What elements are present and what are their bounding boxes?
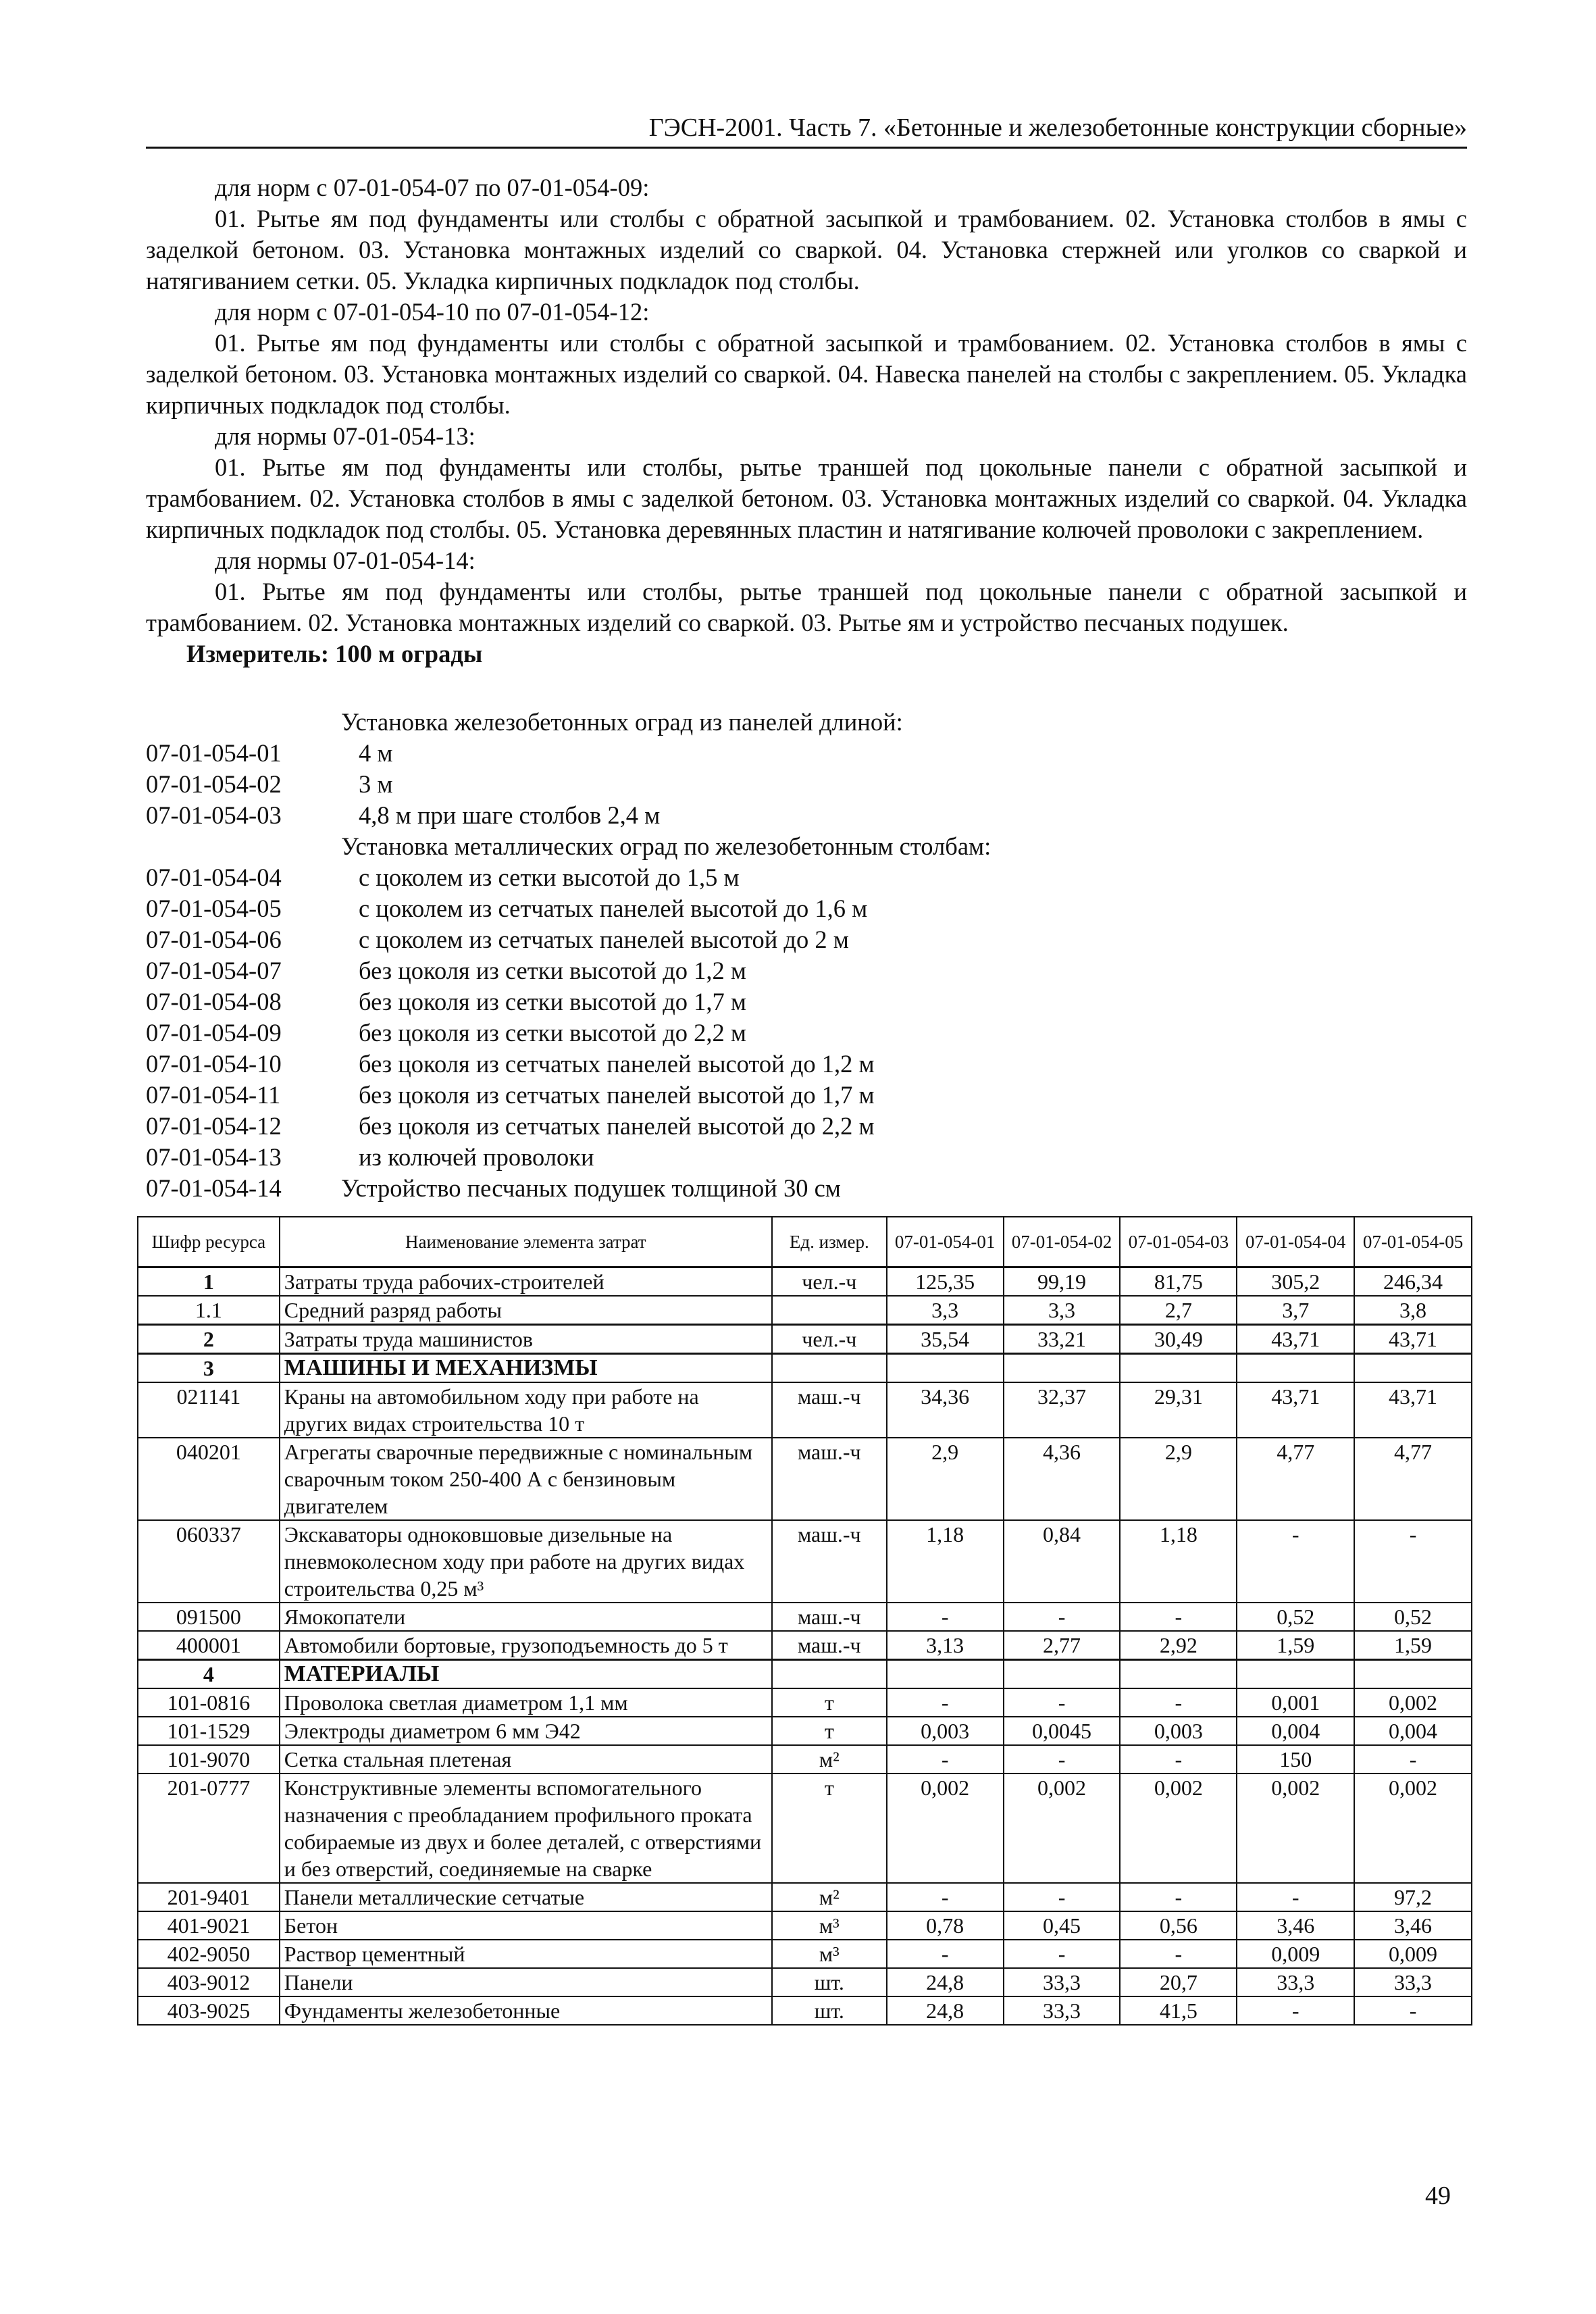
page-number: 49 xyxy=(1425,2182,1451,2210)
cost-element-name: Проволока светлая диаметром 1,1 мм xyxy=(280,1688,772,1717)
paragraph: для норм с 07-01-054-10 по 07-01-054-12: xyxy=(215,298,650,326)
norm-description: без цоколя из сетки высотой до 1,7 м xyxy=(359,988,747,1015)
body-text xyxy=(146,172,1467,670)
cost-element-name: Раствор цементный xyxy=(280,1940,772,1968)
value-cell: 0,52 xyxy=(1354,1603,1472,1631)
cost-element-name: Автомобили бортовые, грузоподъемность до 5 т xyxy=(280,1631,772,1660)
code-list-item xyxy=(146,1049,1467,1080)
paragraph: для нормы 07-01-054-13: xyxy=(215,422,475,450)
cost-element-name: Сетка стальная плетеная xyxy=(280,1745,772,1774)
value-cell: 3,3 xyxy=(887,1296,1004,1325)
value-cell: 1,18 xyxy=(1120,1520,1237,1603)
unit-cell: т xyxy=(772,1774,887,1883)
unit-cell: маш.-ч xyxy=(772,1631,887,1660)
value-cell: 0,84 xyxy=(1004,1520,1121,1603)
norm-description: 4,8 м при шаге столбов 2,4 м xyxy=(359,801,661,829)
norm-description: 4 м xyxy=(359,739,393,767)
code-list-item xyxy=(146,1111,1467,1142)
unit-cell: шт. xyxy=(772,1996,887,2025)
cost-element-name: Панели xyxy=(280,1968,772,1996)
norm-code: 07-01-054-08 xyxy=(146,988,282,1015)
col-header: Наименование элемента затрат xyxy=(280,1217,772,1267)
norm-code: 07-01-054-01 xyxy=(146,739,282,767)
unit-cell xyxy=(772,1660,887,1689)
value-cell: 24,8 xyxy=(887,1968,1004,1996)
value-cell: 33,3 xyxy=(1354,1968,1472,1996)
paragraph: 01. Рытье ям под фундаменты или столбы, рытье траншей под цокольные панели с обратной засыпкой и трамбованием. 02. Установка столбов в ямы с заделкой бетоном. 03. Установка монтажных изделий со сваркой. 04. Укладка кирпичных подкладок под столбы. 05. Установка деревянных пластин и натягивание колючей проволоки с закреплением. xyxy=(146,453,1467,543)
value-cell xyxy=(1120,1660,1237,1689)
col-header: 07-01-054-05 xyxy=(1354,1217,1472,1267)
unit-cell: чел.-ч xyxy=(772,1325,887,1354)
value-cell: 43,71 xyxy=(1237,1325,1354,1354)
norm-description: без цоколя из сетчатых панелей высотой до 2,2 м xyxy=(359,1112,875,1140)
value-cell xyxy=(1004,1660,1121,1689)
resource-code: 401-9021 xyxy=(138,1911,280,1940)
value-cell: 150 xyxy=(1237,1745,1354,1774)
col-header: 07-01-054-04 xyxy=(1237,1217,1354,1267)
value-cell: 3,13 xyxy=(887,1631,1004,1660)
resource-code: 101-9070 xyxy=(138,1745,280,1774)
value-cell: 43,71 xyxy=(1237,1382,1354,1438)
code-list-item xyxy=(146,986,1467,1017)
paragraph: для нормы 07-01-054-14: xyxy=(215,547,475,574)
code-list-item xyxy=(146,924,1467,955)
unit-cell xyxy=(772,1296,887,1325)
norm-description: Установка металлических оград по железобетонным столбам: xyxy=(341,832,992,860)
code-list xyxy=(146,707,1467,1204)
value-cell: 3,3 xyxy=(1004,1296,1121,1325)
value-cell: 29,31 xyxy=(1120,1382,1237,1438)
table-row xyxy=(138,1520,1472,1603)
value-cell: 0,004 xyxy=(1354,1717,1472,1745)
table-row xyxy=(138,1688,1472,1717)
value-cell: - xyxy=(1004,1883,1121,1911)
code-list-item xyxy=(146,1142,1467,1173)
cost-element-name: Фундаменты железобетонные xyxy=(280,1996,772,2025)
cost-element-name: Средний разряд работы xyxy=(280,1296,772,1325)
table-row xyxy=(138,1996,1472,2025)
resource-table xyxy=(137,1216,1472,2026)
col-header: Ед. измер. xyxy=(772,1217,887,1267)
resource-code: 101-1529 xyxy=(138,1717,280,1745)
resource-code: 091500 xyxy=(138,1603,280,1631)
norm-code: 07-01-054-12 xyxy=(146,1112,282,1140)
table-row xyxy=(138,1296,1472,1325)
table-row xyxy=(138,1325,1472,1354)
value-cell: 246,34 xyxy=(1354,1267,1472,1297)
table-row xyxy=(138,1883,1472,1911)
value-cell: - xyxy=(1237,1883,1354,1911)
norm-description: без цоколя из сетки высотой до 2,2 м xyxy=(359,1019,747,1047)
value-cell: 0,009 xyxy=(1237,1940,1354,1968)
value-cell: 24,8 xyxy=(887,1996,1004,2025)
cost-element-name: Затраты труда машинистов xyxy=(280,1325,772,1354)
table-row xyxy=(138,1267,1472,1297)
value-cell: 81,75 xyxy=(1120,1267,1237,1297)
resource-code: 1 xyxy=(138,1267,280,1297)
cost-element-name: МАТЕРИАЛЫ xyxy=(280,1660,772,1689)
value-cell: 0,003 xyxy=(887,1717,1004,1745)
value-cell: - xyxy=(1120,1688,1237,1717)
value-cell: 1,59 xyxy=(1354,1631,1472,1660)
value-cell: 4,77 xyxy=(1237,1438,1354,1520)
measure-unit: Измеритель: 100 м ограды xyxy=(186,640,483,668)
value-cell: 34,36 xyxy=(887,1382,1004,1438)
value-cell: - xyxy=(1237,1520,1354,1603)
table-row xyxy=(138,1968,1472,1996)
value-cell: 0,004 xyxy=(1237,1717,1354,1745)
value-cell xyxy=(1237,1660,1354,1689)
value-cell: 0,002 xyxy=(1004,1774,1121,1883)
unit-cell: маш.-ч xyxy=(772,1382,887,1438)
norm-description: с цоколем из сетчатых панелей высотой до 2 м xyxy=(359,926,849,953)
value-cell: 41,5 xyxy=(1120,1996,1237,2025)
unit-cell: м³ xyxy=(772,1911,887,1940)
norm-code: 07-01-054-06 xyxy=(146,926,282,953)
resource-code: 040201 xyxy=(138,1438,280,1520)
cost-element-name: Затраты труда рабочих-строителей xyxy=(280,1267,772,1297)
unit-cell: чел.-ч xyxy=(772,1267,887,1297)
cost-element-name: Краны на автомобильном ходу при работе на других видах строительства 10 т xyxy=(280,1382,772,1438)
value-cell: - xyxy=(887,1745,1004,1774)
resource-code: 402-9050 xyxy=(138,1940,280,1968)
code-list-item xyxy=(146,955,1467,986)
value-cell: - xyxy=(1004,1603,1121,1631)
value-cell: 0,002 xyxy=(1120,1774,1237,1883)
value-cell xyxy=(1237,1354,1354,1383)
value-cell: 97,2 xyxy=(1354,1883,1472,1911)
value-cell: 33,3 xyxy=(1004,1996,1121,2025)
value-cell: - xyxy=(1120,1603,1237,1631)
value-cell: 0,78 xyxy=(887,1911,1004,1940)
cost-element-name: Электроды диаметром 6 мм Э42 xyxy=(280,1717,772,1745)
table-row xyxy=(138,1603,1472,1631)
unit-cell: т xyxy=(772,1717,887,1745)
value-cell: 0,002 xyxy=(887,1774,1004,1883)
unit-cell: м² xyxy=(772,1883,887,1911)
code-list-item xyxy=(146,800,1467,831)
paragraph: 01. Рытье ям под фундаменты или столбы, рытье траншей под цокольные панели с обратной засыпкой и трамбованием. 02. Установка монтажных изделий со сваркой. 03. Рытье ям и устройство песчаных подушек. xyxy=(146,578,1467,636)
norm-code: 07-01-054-03 xyxy=(146,801,282,829)
unit-cell: шт. xyxy=(772,1968,887,1996)
code-list-item xyxy=(146,862,1467,893)
value-cell: 2,92 xyxy=(1120,1631,1237,1660)
value-cell: 0,56 xyxy=(1120,1911,1237,1940)
unit-cell xyxy=(772,1354,887,1383)
value-cell: - xyxy=(1354,1996,1472,2025)
value-cell: 2,77 xyxy=(1004,1631,1121,1660)
value-cell xyxy=(1354,1660,1472,1689)
value-cell: 33,21 xyxy=(1004,1325,1121,1354)
value-cell: 0,001 xyxy=(1237,1688,1354,1717)
norm-description: 3 м xyxy=(359,770,393,798)
value-cell xyxy=(1120,1354,1237,1383)
norm-description: без цоколя из сетчатых панелей высотой до 1,2 м xyxy=(359,1050,875,1078)
resource-code: 403-9025 xyxy=(138,1996,280,2025)
value-cell: 0,003 xyxy=(1120,1717,1237,1745)
code-list-item xyxy=(146,707,1467,738)
value-cell xyxy=(1354,1354,1472,1383)
value-cell: 30,49 xyxy=(1120,1325,1237,1354)
value-cell: - xyxy=(887,1940,1004,1968)
value-cell: 0,45 xyxy=(1004,1911,1121,1940)
norm-description: без цоколя из сетки высотой до 1,2 м xyxy=(359,957,747,984)
resource-code: 3 xyxy=(138,1354,280,1383)
cost-element-name: Бетон xyxy=(280,1911,772,1940)
table-row xyxy=(138,1911,1472,1940)
norm-code: 07-01-054-10 xyxy=(146,1050,282,1078)
value-cell: 3,46 xyxy=(1354,1911,1472,1940)
table-row xyxy=(138,1438,1472,1520)
resource-code: 021141 xyxy=(138,1382,280,1438)
cost-element-name: Панели металлические сетчатые xyxy=(280,1883,772,1911)
norm-code: 07-01-054-14 xyxy=(146,1174,282,1202)
paragraph: 01. Рытье ям под фундаменты или столбы с обратной засыпкой и трамбованием. 02. Установка столбов в ямы с заделкой бетоном. 03. Установка монтажных изделий со сваркой. 04. Навеска панелей на столбы с закреплением. 05. Укладка кирпичных подкладок под столбы. xyxy=(146,329,1467,419)
value-cell: - xyxy=(887,1688,1004,1717)
resource-code: 400001 xyxy=(138,1631,280,1660)
cost-element-name: Ямокопатели xyxy=(280,1603,772,1631)
norm-code: 07-01-054-04 xyxy=(146,863,282,891)
col-header: Шифр ресурса xyxy=(138,1217,280,1267)
value-cell: 2,9 xyxy=(1120,1438,1237,1520)
cost-element-name: МАШИНЫ И МЕХАНИЗМЫ xyxy=(280,1354,772,1383)
norm-code: 07-01-054-13 xyxy=(146,1143,282,1171)
value-cell: 0,002 xyxy=(1354,1774,1472,1883)
value-cell: - xyxy=(1237,1996,1354,2025)
code-list-item xyxy=(146,1080,1467,1111)
value-cell: - xyxy=(1004,1745,1121,1774)
norm-description: Установка железобетонных оград из панелей длиной: xyxy=(341,708,903,736)
norm-description: с цоколем из сетки высотой до 1,5 м xyxy=(359,863,740,891)
value-cell: 43,71 xyxy=(1354,1382,1472,1438)
table-row xyxy=(138,1774,1472,1883)
paragraph: для норм с 07-01-054-07 по 07-01-054-09: xyxy=(215,174,650,201)
value-cell: 2,7 xyxy=(1120,1296,1237,1325)
value-cell: 305,2 xyxy=(1237,1267,1354,1297)
value-cell: - xyxy=(887,1883,1004,1911)
code-list-item xyxy=(146,831,1467,862)
value-cell: 0,0045 xyxy=(1004,1717,1121,1745)
value-cell: 43,71 xyxy=(1354,1325,1472,1354)
norm-description: из колючей проволоки xyxy=(359,1143,594,1171)
value-cell: 33,3 xyxy=(1004,1968,1121,1996)
value-cell: - xyxy=(887,1603,1004,1631)
value-cell: 125,35 xyxy=(887,1267,1004,1297)
norm-description: без цоколя из сетчатых панелей высотой до 1,7 м xyxy=(359,1081,875,1109)
col-header: 07-01-054-02 xyxy=(1004,1217,1121,1267)
value-cell: 0,52 xyxy=(1237,1603,1354,1631)
table-row xyxy=(138,1745,1472,1774)
resource-code: 201-0777 xyxy=(138,1774,280,1883)
value-cell: 3,7 xyxy=(1237,1296,1354,1325)
norm-code: 07-01-054-07 xyxy=(146,957,282,984)
norm-code: 07-01-054-05 xyxy=(146,895,282,922)
value-cell: 35,54 xyxy=(887,1325,1004,1354)
resource-code: 060337 xyxy=(138,1520,280,1603)
running-header: ГЭСН-2001. Часть 7. «Бетонные и железобетонные конструкции сборные» xyxy=(146,111,1467,149)
value-cell: 20,7 xyxy=(1120,1968,1237,1996)
value-cell: - xyxy=(1004,1940,1121,1968)
value-cell: 33,3 xyxy=(1237,1968,1354,1996)
value-cell: 1,59 xyxy=(1237,1631,1354,1660)
paragraph: 01. Рытье ям под фундаменты или столбы с обратной засыпкой и трамбованием. 02. Установка столбов в ямы с заделкой бетоном. 03. Установка монтажных изделий со сваркой. 04. Установка стержней или уголков со сваркой и натягиванием сетки. 05. Укладка кирпичных подкладок под столбы. xyxy=(146,205,1467,295)
table-header-row xyxy=(138,1217,1472,1267)
value-cell: - xyxy=(1120,1883,1237,1911)
resource-code: 101-0816 xyxy=(138,1688,280,1717)
code-list-item xyxy=(146,1173,1467,1204)
unit-cell: т xyxy=(772,1688,887,1717)
value-cell: 3,8 xyxy=(1354,1296,1472,1325)
value-cell: 3,46 xyxy=(1237,1911,1354,1940)
table-row xyxy=(138,1940,1472,1968)
value-cell: 2,9 xyxy=(887,1438,1004,1520)
code-list-item xyxy=(146,893,1467,924)
code-list-item xyxy=(146,1017,1467,1049)
unit-cell: м² xyxy=(772,1745,887,1774)
cost-element-name: Агрегаты сварочные передвижные с номинальным сварочным током 250-400 А с бензиновым двигателем xyxy=(280,1438,772,1520)
table-row xyxy=(138,1382,1472,1438)
value-cell xyxy=(887,1660,1004,1689)
value-cell: - xyxy=(1120,1745,1237,1774)
norm-code: 07-01-054-11 xyxy=(146,1081,281,1109)
norm-description: Устройство песчаных подушек толщиной 30 см xyxy=(341,1174,841,1202)
table-row xyxy=(138,1660,1472,1689)
table-row xyxy=(138,1717,1472,1745)
value-cell xyxy=(887,1354,1004,1383)
resource-code: 1.1 xyxy=(138,1296,280,1325)
value-cell: 99,19 xyxy=(1004,1267,1121,1297)
table-row xyxy=(138,1354,1472,1383)
norm-description: с цоколем из сетчатых панелей высотой до 1,6 м xyxy=(359,895,868,922)
norm-code: 07-01-054-09 xyxy=(146,1019,282,1047)
value-cell: 4,36 xyxy=(1004,1438,1121,1520)
code-list-item xyxy=(146,769,1467,800)
value-cell xyxy=(1004,1354,1121,1383)
value-cell: 0,002 xyxy=(1237,1774,1354,1883)
norm-code: 07-01-054-02 xyxy=(146,770,282,798)
value-cell: - xyxy=(1120,1940,1237,1968)
resource-code: 2 xyxy=(138,1325,280,1354)
resource-code: 4 xyxy=(138,1660,280,1689)
resource-code: 403-9012 xyxy=(138,1968,280,1996)
col-header: 07-01-054-01 xyxy=(887,1217,1004,1267)
value-cell: 4,77 xyxy=(1354,1438,1472,1520)
resource-code: 201-9401 xyxy=(138,1883,280,1911)
code-list-item xyxy=(146,738,1467,769)
unit-cell: маш.-ч xyxy=(772,1520,887,1603)
col-header: 07-01-054-03 xyxy=(1120,1217,1237,1267)
value-cell: 1,18 xyxy=(887,1520,1004,1603)
table-row xyxy=(138,1631,1472,1660)
unit-cell: маш.-ч xyxy=(772,1438,887,1520)
cost-element-name: Конструктивные элементы вспомогательного назначения с преобладанием профильного проката собираемые из двух и более деталей, с отверстиями и без отверстий, соединяемые на сварке xyxy=(280,1774,772,1883)
unit-cell: м³ xyxy=(772,1940,887,1968)
value-cell: - xyxy=(1354,1520,1472,1603)
value-cell: - xyxy=(1004,1688,1121,1717)
value-cell: 0,002 xyxy=(1354,1688,1472,1717)
cost-element-name: Экскаваторы одноковшовые дизельные на пневмоколесном ходу при работе на других видах строительства 0,25 м³ xyxy=(280,1520,772,1603)
value-cell: 0,009 xyxy=(1354,1940,1472,1968)
value-cell: 32,37 xyxy=(1004,1382,1121,1438)
unit-cell: маш.-ч xyxy=(772,1603,887,1631)
value-cell: - xyxy=(1354,1745,1472,1774)
